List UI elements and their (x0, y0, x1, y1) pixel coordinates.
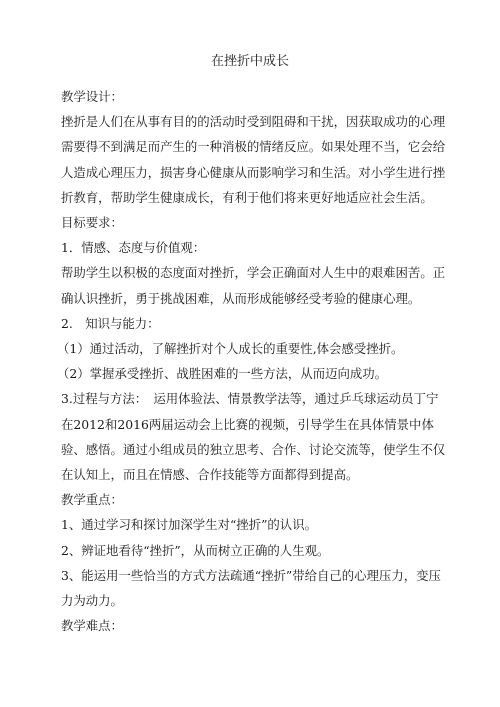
heading-difficulties: 教学难点： (61, 618, 123, 634)
objective-2-heading: 2. 知识与能力： (61, 315, 160, 331)
objective-3-text: 3.过程与方法： 运用体验法、情景教学法等，通过乒乓球运动员丁宁在2012和2016两届运动会上比赛的视频，引导学生在具体情景中体验、感悟。通过小组成员的独立思考、合作、讨论交流等，使学生不仅在认知上，而且在情感、合作技能等方面都得到提高。 (61, 391, 446, 483)
paragraph-design-description: 挫折是人们在从事有目的的活动时受到阻碍和干扰，因获取成功的心理需要得不到满足而产生的一种消极的情绪反应。如果处理不当，它会给人造成心理压力，损害身心健康从而影响学习和生活。对小学生进行挫折教育，帮助学生健康成长，有利于他们将来更好地适应社会生活。 (61, 114, 446, 205)
objective-1-heading: 1．情感、态度与价值观： (61, 240, 206, 256)
objective-2-item-1: （1）通过活动，了解挫折对个人成长的重要性,体会感受挫折。 (57, 341, 404, 357)
key-point-1: 1、通过学习和探讨加深学生对“挫折”的认识。 (61, 517, 317, 533)
heading-key-points: 教学重点： (61, 492, 123, 508)
key-point-3: 3、能运用一些恰当的方式方法疏通“挫折”带给自己的心理压力，变压力为动力。 (61, 567, 441, 609)
objective-1-text: 帮助学生以积极的态度面对挫折，学会正确面对人生中的艰难困苦。正确认识挫折，勇于挑战困难，从而形成能够经受考验的健康心理。 (61, 265, 446, 306)
key-point-2: 2、辨证地看待“挫折”，从而树立正确的人生观。 (61, 542, 330, 558)
document-body (57, 84, 449, 638)
objective-2-item-2: （2）掌握承受挫折、战胜困难的一些方法，从而迈向成功。 (57, 366, 388, 382)
document-title: 在挫折中成长 (210, 54, 289, 69)
heading-teaching-design: 教学设计： (61, 89, 123, 104)
heading-objectives: 目标要求： (61, 215, 123, 231)
